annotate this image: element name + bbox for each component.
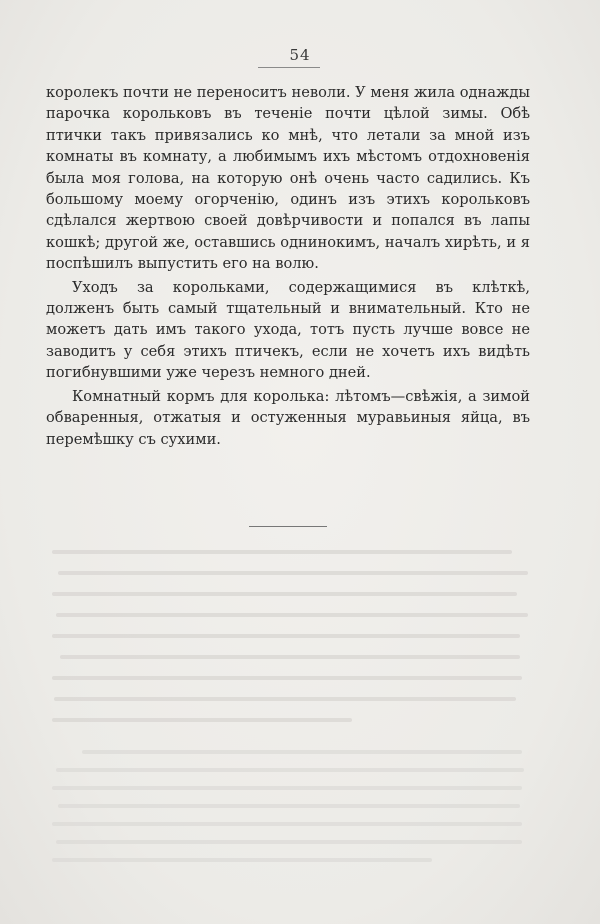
page-number: 54 — [289, 46, 311, 64]
body-text — [46, 82, 530, 450]
paragraph-care: Уходъ за корольками, содержащимися въ клѣткѣ, долженъ быть самый тщательный и внимательный. Кто не можетъ дать имъ такого ухода, тотъ пусть лучше вовсе не заводитъ у себя этихъ птичекъ, если не хочетъ ихъ видѣть погибнувшими уже черезъ немного дней. — [46, 278, 530, 382]
paragraph-continuation: королекъ почти не переноситъ неволи. У меня жила однажды парочка корольковъ въ теченіе почти цѣлой зимы. Обѣ птички такъ привязались ко мнѣ, что летали за мной изъ комнаты въ комнату, а любимымъ ихъ мѣстомъ отдохновенія была моя голова, на которую онѣ очень часто садились. Къ большому моему огорченію, одинъ изъ этихъ корольковъ сдѣлался жертвою своей довѣрчивости и попался въ лапы кошкѣ; другой же, оставшись однинокимъ, началъ хирѣть, и я поспѣшилъ выпустить его на волю. — [46, 84, 530, 273]
reverse-side-bleed-through — [52, 540, 552, 880]
paragraph-food: Комнатный кормъ для королька: лѣтомъ—свѣжія, а зимой обваренныя, отжатыя и остуженныя муравьиныя яйца, въ перемѣшку съ сухими. — [46, 387, 530, 448]
closing-rule — [249, 526, 327, 527]
header-rule — [258, 67, 320, 68]
